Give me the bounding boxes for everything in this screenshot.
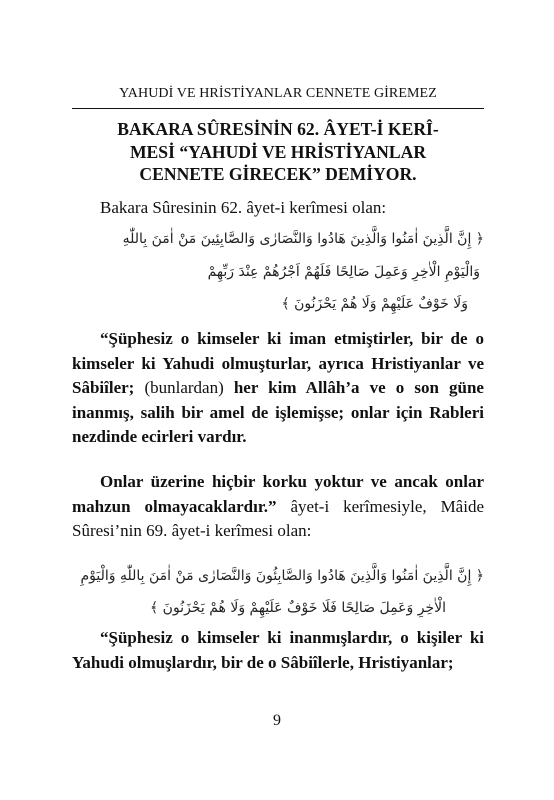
running-title: YAHUDİ VE HRİSTİYANLAR CENNETE GİREMEZ (119, 86, 437, 101)
section-title-line-3: CENNETE GİRECEK” DEMİYOR. (139, 164, 417, 184)
continuation-bold: Onlar üzerine hiçbir korku yoktur ve ancak onlar mahzun olmayacaklardır.” (72, 472, 484, 516)
section-title-line-2: MESİ “YAHUDİ VE HRİSTİYANLAR (129, 141, 427, 162)
arabic-verse-bakara-line-3: وَلَا خَوْفٌ عَلَيْهِمْ وَلَا هُمْ يَحْزَنُونَ ﴾ (281, 296, 468, 312)
arabic-verse-maide-line-1: ﴿ إِنَّ الَّذِينَ اٰمَنُوا وَالَّذِينَ هَادُوا وَالصَّابِئُونَ وَالنَّصَارٰى مَنْ اٰمَنَ بِاللّٰهِ وَالْيَوْمِ (80, 568, 484, 584)
arabic-verse-bakara-line-1: ﴿ إِنَّ الَّذِينَ اٰمَنُوا وَالَّذِينَ هَادُوا وَالنَّصَارٰى وَالصَّابِئِينَ مَنْ اٰمَنَ بِاللّٰهِ (122, 231, 484, 247)
arabic-verse-maide-line-2: الْاٰخِرِ وَعَمِلَ صَالِحًا فَلَا خَوْفٌ عَلَيْهِمْ وَلَا هُمْ يَحْزَنُونَ ﴾ (150, 600, 446, 616)
arabic-verse-bakara-line-2: وَالْيَوْمِ الْاٰخِرِ وَعَمِلَ صَالِحًا فَلَهُمْ اَجْرُهُمْ عِنْدَ رَبِّهِمْ (207, 264, 480, 280)
page-number: 9 (273, 712, 281, 729)
translation-bakara-plain: (bunlardan) (134, 378, 234, 397)
header-rule (72, 108, 484, 109)
translation-bakara-bold-a: “Şüphesiz o kimseler ki iman etmiştirler, bir de o kimseler ki Yahudi olmuşturlar, ayrıca Hristiyanlar ve Sâbiîler; (72, 329, 484, 397)
continuation-paragraph (72, 470, 484, 544)
section-title-line-1: BAKARA SÛRESİNİN 62. ÂYET-İ KERÎ- (117, 119, 439, 139)
translation-maide-paragraph: “Şüphesiz o kimseler ki inanmışlardır, o kişiler ki Yahudi olmuşlardır, bir de o Sâbiîlerle, Hristiyanlar; (72, 628, 484, 672)
intro-paragraph: Bakara Sûresinin 62. âyet-i kerîmesi olan: (100, 198, 387, 217)
continuation-plain: âyet-i kerîmesiyle, Mâide Sûresi’nin 69. âyet-i kerîmesi olan: (72, 496, 484, 540)
translation-bakara-paragraph (72, 327, 484, 450)
translation-bakara-bold-b: her kim Allâh’a ve o son güne inanmış, salih bir amel de işlemişse; onlar için Rableri nezdinde ecirleri vardır. (72, 378, 484, 446)
section-title (72, 118, 484, 186)
